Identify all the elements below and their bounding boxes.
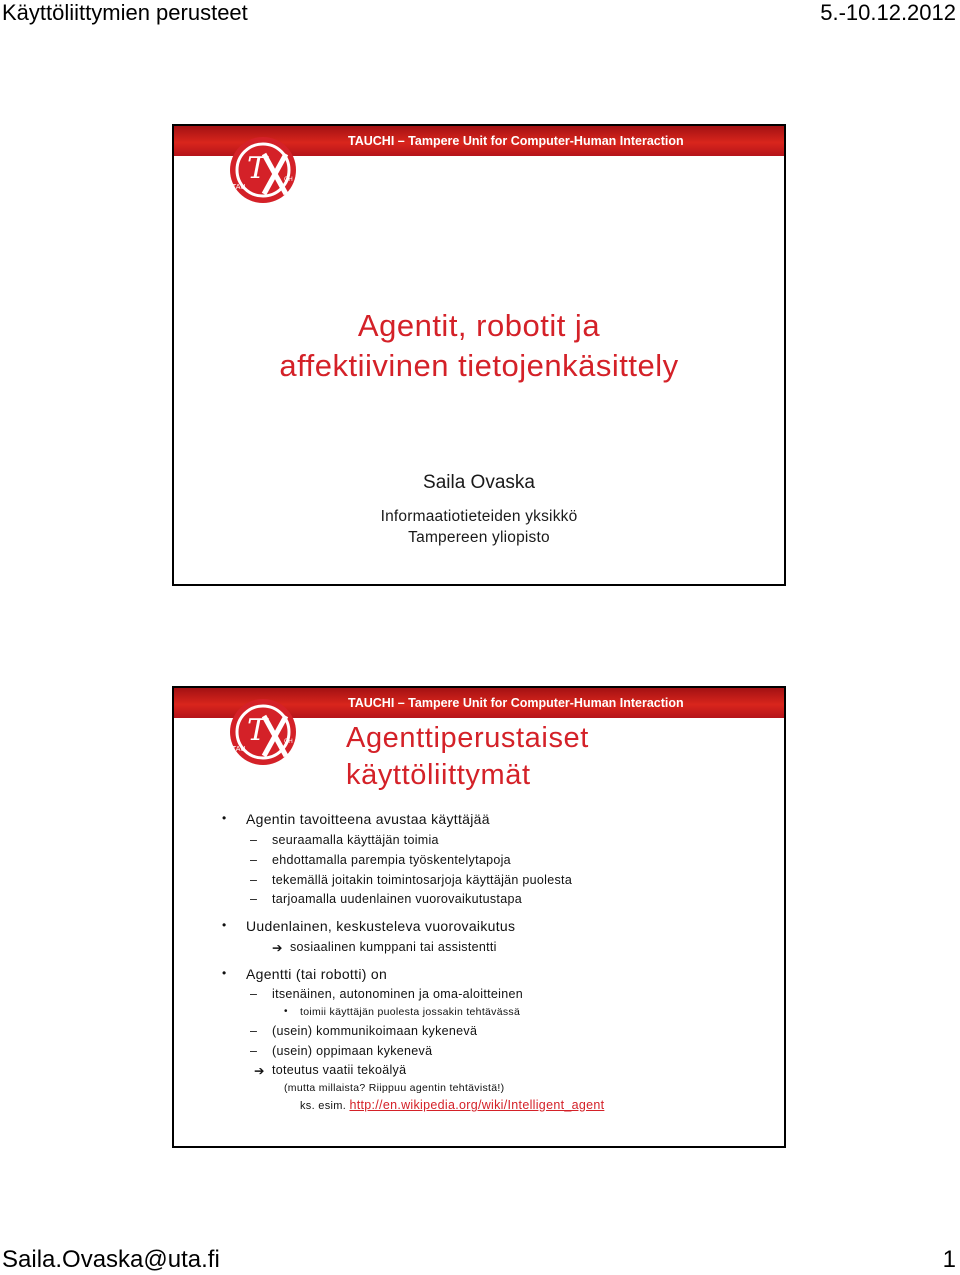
bullet-item: • Uudenlainen, keskusteleva vuorovaikutus: [222, 918, 516, 934]
arrow-item: ➔ sosiaalinen kumppani tai assistentti: [272, 940, 497, 955]
document-header-date: 5.-10.12.2012: [820, 0, 956, 25]
bullet-icon: •: [284, 1006, 288, 1017]
svg-text:CH: CH: [284, 177, 293, 183]
arrow-right-icon: ➔: [272, 941, 283, 955]
slide-title: Agenttiperustaiset käyttöliittymät: [346, 722, 589, 791]
dash-icon: –: [250, 892, 258, 906]
document-footer-email: Saila.Ovaska@uta.fi: [2, 1246, 220, 1273]
slide-2: [172, 686, 786, 1148]
arrow-item: ➔ toteutus vaatii tekoälyä: [254, 1063, 407, 1078]
dash-icon: –: [250, 1044, 258, 1058]
slide-1: [172, 124, 786, 586]
dash-icon: –: [250, 853, 258, 867]
sub-item: – (usein) kommunikoimaan kykenevä: [250, 1024, 478, 1038]
dash-icon: –: [250, 1024, 258, 1038]
reference-line: ks. esim. http://en.wikipedia.org/wiki/Intelligent_agent: [300, 1098, 605, 1112]
tauchi-logo: [228, 696, 298, 768]
slide-title: Agentit, robotit ja affektiivinen tietojenkäsittely: [279, 308, 679, 383]
svg-text:T: T: [247, 713, 268, 748]
dash-icon: –: [250, 873, 258, 887]
bullet-item: • Agentin tavoitteena avustaa käyttäjää: [222, 811, 490, 827]
svg-text:TAU: TAU: [232, 746, 246, 753]
svg-text:T: T: [247, 151, 268, 186]
wikipedia-link[interactable]: http://en.wikipedia.org/wiki/Intelligent_agent: [349, 1098, 605, 1112]
bullet-icon: •: [222, 966, 227, 980]
slide-header-bar: TAUCHI – Tampere Unit for Computer-Human Interaction: [174, 126, 784, 156]
page-number: 1: [942, 1246, 956, 1273]
sub-sub-item: • toimii käyttäjän puolesta jossakin tehtävässä: [284, 1006, 521, 1018]
svg-text:TAU: TAU: [232, 184, 246, 191]
document-header-title: Käyttöliittymien perusteet: [2, 0, 248, 25]
affiliation: Informaatiotieteiden yksikkö Tampereen yliopisto: [380, 508, 578, 546]
arrow-right-icon: ➔: [254, 1064, 265, 1078]
tauchi-logo: [228, 134, 298, 206]
svg-text:CH: CH: [284, 739, 293, 745]
sub-item: – ehdottamalla parempia työskentelytapoja: [250, 853, 511, 867]
slide-header-bar: TAUCHI – Tampere Unit for Computer-Human Interaction: [174, 688, 784, 718]
dash-icon: –: [250, 987, 258, 1001]
sub-item: – (usein) oppimaan kykenevä: [250, 1044, 433, 1058]
sub-item: – tekemällä joitakin toimintosarjoja käyttäjän puolesta: [250, 873, 573, 887]
sub-item: – tarjoamalla uudenlainen vuorovaikutustapa: [250, 892, 522, 906]
author-name: Saila Ovaska: [423, 472, 535, 493]
sub-item: – itsenäinen, autonominen ja oma-aloitteinen: [250, 987, 523, 1001]
bullet-item: • Agentti (tai robotti) on: [222, 966, 388, 982]
sub-item: – seuraamalla käyttäjän toimia: [250, 833, 439, 847]
dash-icon: –: [250, 833, 258, 847]
bullet-icon: •: [222, 918, 227, 932]
note-text: (mutta millaista? Riippuu agentin tehtävistä!): [284, 1082, 505, 1094]
bullet-icon: •: [222, 811, 227, 825]
